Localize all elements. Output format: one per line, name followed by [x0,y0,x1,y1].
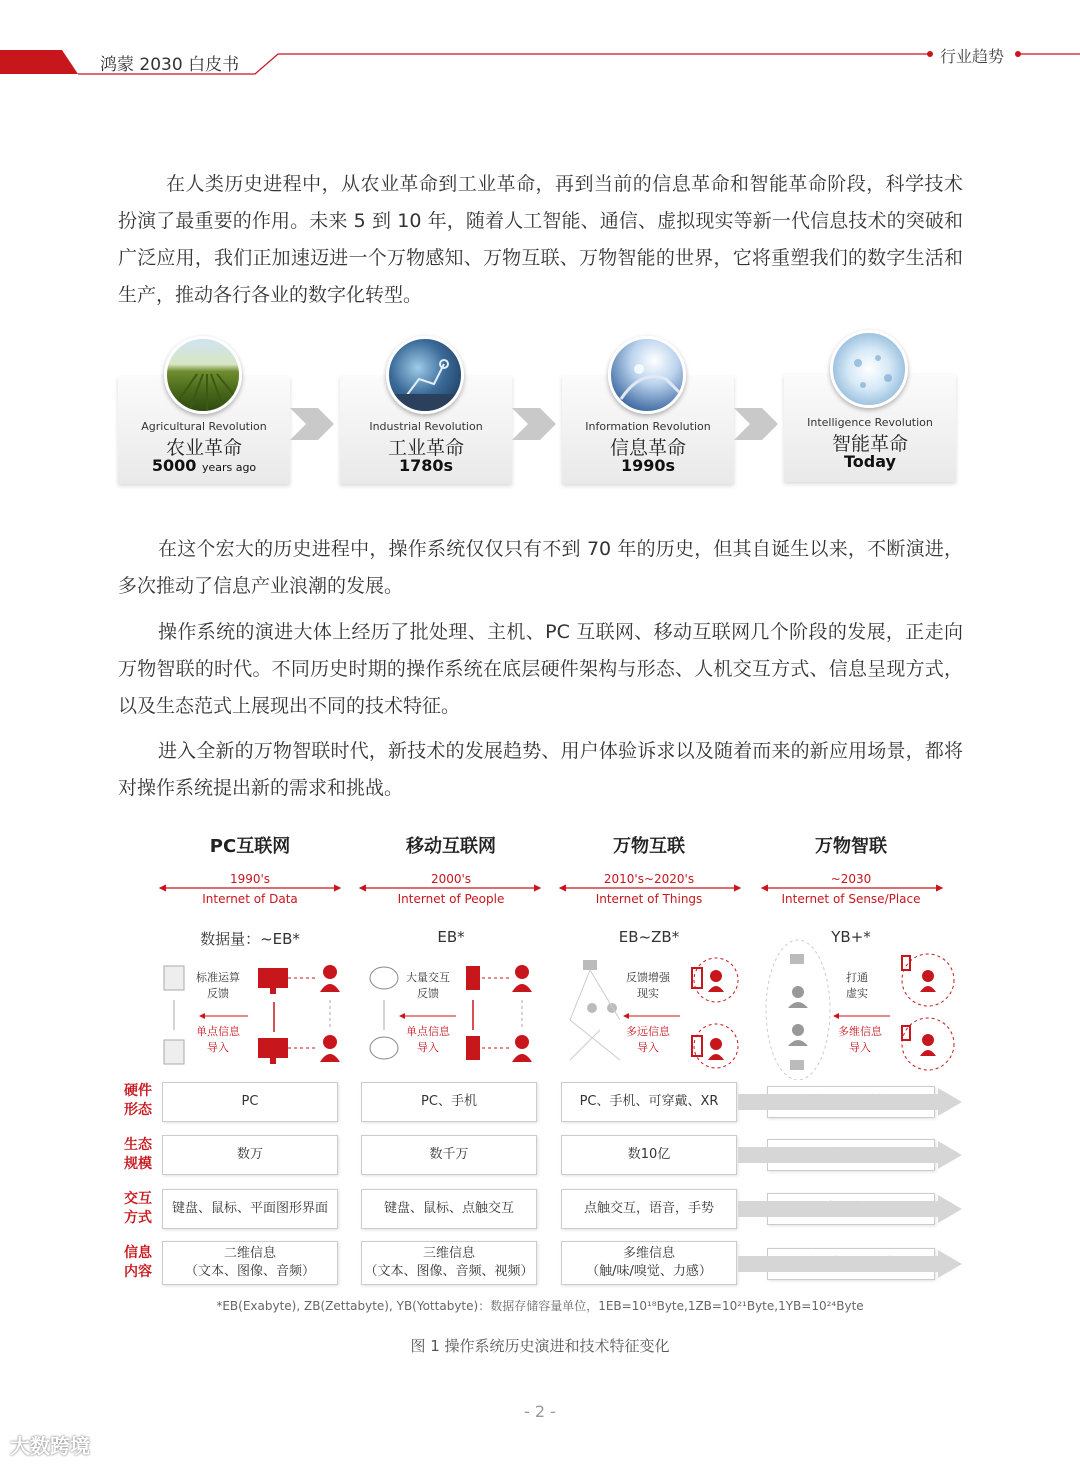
era-subtitle: Internet of People [397,892,505,906]
page-number: - 2 - [524,1402,556,1421]
figure-caption: 图 1 操作系统历史演进和技术特征变化 [410,1337,670,1355]
cell-interaction-pc: 键盘、鼠标、平面图形界面 [162,1189,338,1229]
cell-hardware-pc: PC [162,1082,338,1122]
row-label-information: 信息 内容 [124,1245,152,1280]
era-years: 2000's [430,872,472,886]
era-title: 万物互联 [613,836,685,857]
era-subtitle: Internet of Data [202,892,298,906]
revolution-cn: 农业革命 [165,437,242,459]
aiot-bottom-label: 多维信息 导入 [838,1025,882,1054]
factory-image [386,336,464,414]
aiot-era-diagram [766,940,954,1080]
mobile-era-diagram [370,965,532,1062]
header-decoration [0,0,1080,90]
watermark: 大数跨境 [10,1434,90,1458]
era-title: 移动互联网 [406,836,496,857]
revolution-year: 5000 [151,456,197,475]
field-image [164,336,242,414]
aiot-top-label: 打通 虚实 [846,971,868,1000]
cell-interaction-mobile: 键盘、鼠标、点触交互 [361,1189,537,1229]
era-internet-of-things [554,832,744,946]
row-label-hardware: 硬件 形态 [124,1083,152,1118]
future-column-arrows [0,1080,1080,1290]
cell-ecosystem-iot: 数10亿 [561,1135,737,1175]
paragraph-1: 在人类历史进程中，从农业革命到工业革命，再到当前的信息革命和智能革命阶段，科学技术扮演了最重要的作用。未来 5 到 10 年，随着人工智能、通信、虚拟现实等新一代信息技术的突破和广泛应用，我们正加速迈进一个万物感知、万物互联、万物智能的世界，它将重塑我们的数字生活和生产，推动各行各业的数字化转型。 [118,173,963,306]
revolution-card-industrial [340,336,512,486]
revolution-year: Today [844,452,896,471]
cell-information-iot: 多维信息 （触/味/嗅觉、力感） [561,1241,737,1285]
era-subtitle: Internet of Sense/Place [781,892,921,906]
revolution-cn: 智能革命 [831,433,908,455]
pc-bottom-label: 单点信息 导入 [196,1025,240,1054]
era-data-volume: 数据量：~EB* [200,930,300,948]
figure-footnote: *EB(Exabyte), ZB(Zettabyte), YB(Yottabyte)：数据存储容量单位，1EB=10¹⁸Byte,1ZB=10²¹Byte,1YB=10²⁴Byte [216,1299,864,1313]
mobile-bottom-label: 单点信息 导入 [406,1025,450,1054]
chevron-right-icon [734,404,780,444]
revolution-year: 1780s [398,456,454,475]
intelligence-image [830,330,908,408]
era-pc-internet [155,832,345,948]
row-label-interaction: 交互 方式 [124,1191,152,1226]
iot-top-label: 反馈增强 现实 [626,971,670,1000]
mobile-top-label: 大量交互 反馈 [406,971,450,1000]
iot-bottom-label: 多远信息 导入 [626,1025,670,1054]
revolution-en: Industrial Revolution [369,420,483,433]
revolution-card-intelligence [784,330,956,480]
era-title: 万物智联 [815,836,887,857]
era-title: PC互联网 [209,836,291,857]
cell-information-mobile: 三维信息 （文本、图像、音频、视频） [361,1241,537,1285]
cell-hardware-iot: PC、手机、可穿戴、XR [561,1082,737,1122]
information-image [608,336,686,414]
era-mobile-internet [356,832,546,946]
era-data-volume: EB* [437,928,465,946]
era-years: 1990's [229,872,271,886]
revolution-en: Intelligence Revolution [807,416,933,429]
paragraph-3: 操作系统的演进大体上经历了批处理、主机、PC 互联网、移动互联网几个阶段的发展，正走向万物智联的时代。不同历史时期的操作系统在底层硬件架构与形态、人机交互方式、信息呈现方式，以及生态范式上展现出不同的技术特征。 [118,621,963,717]
cell-information-pc: 二维信息 （文本、图像、音频） [162,1241,338,1285]
pc-era-diagram [164,965,340,1064]
paragraph-2: 在这个宏大的历史进程中，操作系统仅仅只有不到 70 年的历史，但其自诞生以来，不断演进，多次推动了信息产业浪潮的发展。 [118,538,963,597]
chevron-right-icon [512,404,558,444]
era-years: ~2030 [830,872,872,886]
cell-hardware-mobile: PC、手机 [361,1082,537,1122]
cell-ecosystem-mobile: 数千万 [361,1135,537,1175]
era-diagram-graphics [0,880,1080,1080]
revolution-card-information [562,336,734,486]
revolution-year: 1990s [620,456,676,475]
section-title: 行业趋势 [940,47,1005,66]
row-label-ecosystem: 生态 规模 [124,1137,152,1172]
page-header [0,0,1080,90]
revolution-en: Information Revolution [585,420,711,433]
pc-top-label: 标准运算 反馈 [196,971,240,1000]
era-data-volume: YB+* [831,928,871,946]
paragraph-4: 进入全新的万物智联时代，新技术的发展趋势、用户体验诉求以及随着而来的新应用场景，都将对操作系统提出新的需求和挑战。 [118,740,963,799]
era-years: 2010's~2020's [603,872,695,886]
revolution-card-agricultural [118,336,290,486]
cell-ecosystem-pc: 数万 [162,1135,338,1175]
revolution-cn: 信息革命 [609,437,686,459]
doc-title: 鸿蒙 2030 白皮书 [100,55,240,75]
cell-interaction-iot: 点触交互，语音，手势 [561,1189,737,1229]
revolution-year-suffix: years ago [201,461,257,474]
era-subtitle: Internet of Things [595,892,703,906]
era-data-volume: EB~ZB* [618,928,680,946]
revolution-cn: 工业革命 [387,437,464,459]
era-intelligent-connection [756,832,946,946]
revolution-en: Agricultural Revolution [141,420,267,433]
chevron-right-icon [290,404,336,444]
